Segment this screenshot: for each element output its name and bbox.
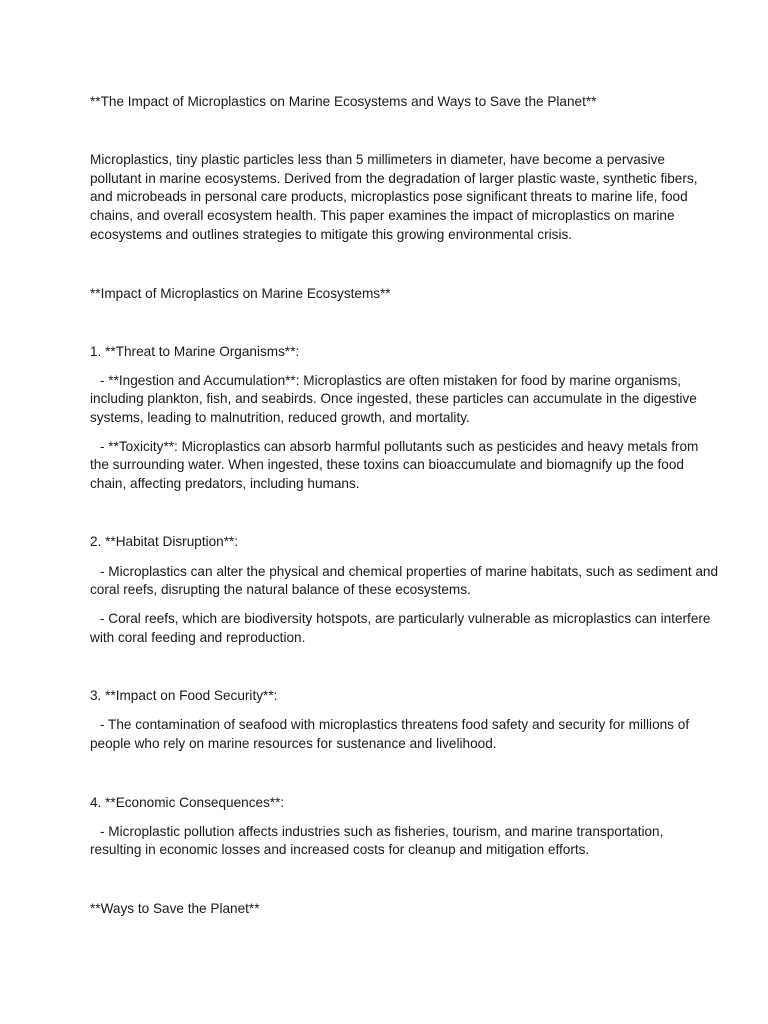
bullet-line: - **Toxicity**: Microplastics can absorb harmful pollutants such as pesticides and heavy metals from <box>100 439 699 454</box>
section-heading-save-planet: **Ways to Save the Planet** <box>90 901 260 916</box>
bullet-line: systems, leading to malnutrition, reduced growth, and mortality. <box>90 410 470 425</box>
item-heading-economic: 4. **Economic Consequences**: <box>90 795 285 810</box>
item-heading-food-security: 3. **Impact on Food Security**: <box>90 688 278 703</box>
bullet-line: with coral feeding and reproduction. <box>90 630 306 645</box>
item-heading-threat: 1. **Threat to Marine Organisms**: <box>90 344 300 359</box>
section-heading-impact: **Impact of Microplastics on Marine Ecosystems** <box>90 286 391 301</box>
bullet-line: resulting in economic losses and increased costs for cleanup and mitigation efforts. <box>90 842 590 857</box>
intro-line: ecosystems and outlines strategies to mitigate this growing environmental crisis. <box>90 227 573 242</box>
bullet-line: - **Ingestion and Accumulation**: Microplastics are often mistaken for food by marine organisms, <box>100 373 682 388</box>
intro-line: and microbeads in personal care products, microplastics pose significant threats to marine life, food <box>90 189 688 204</box>
bullet-line: including plankton, fish, and seabirds. Once ingested, these particles can accumulate in the digestive <box>90 391 697 406</box>
intro-line: pollutant in marine ecosystems. Derived from the degradation of larger plastic waste, synthetic fibers, <box>90 171 698 186</box>
bullet-line: chain, affecting predators, including humans. <box>90 476 360 491</box>
bullet-line: - Microplastic pollution affects industries such as fisheries, tourism, and marine transportation, <box>100 824 664 839</box>
bullet-line: the surrounding water. When ingested, these toxins can bioaccumulate and biomagnify up the food <box>90 457 684 472</box>
bullet-line: - Microplastics can alter the physical and chemical properties of marine habitats, such as sediment and <box>100 564 719 579</box>
bullet-line: - Coral reefs, which are biodiversity hotspots, are particularly vulnerable as microplastics can interfere <box>100 611 711 626</box>
intro-line: Microplastics, tiny plastic particles less than 5 millimeters in diameter, have become a pervasive <box>90 152 665 167</box>
item-heading-habitat: 2. **Habitat Disruption**: <box>90 534 239 549</box>
bullet-line: coral reefs, disrupting the natural balance of these ecosystems. <box>90 582 471 597</box>
document-title: **The Impact of Microplastics on Marine Ecosystems and Ways to Save the Planet** <box>90 94 597 109</box>
bullet-line: people who rely on marine resources for sustenance and livelihood. <box>90 736 497 751</box>
intro-line: chains, and overall ecosystem health. This paper examines the impact of microplastics on marine <box>90 208 675 223</box>
bullet-line: - The contamination of seafood with microplastics threatens food safety and security for millions of <box>100 717 690 732</box>
